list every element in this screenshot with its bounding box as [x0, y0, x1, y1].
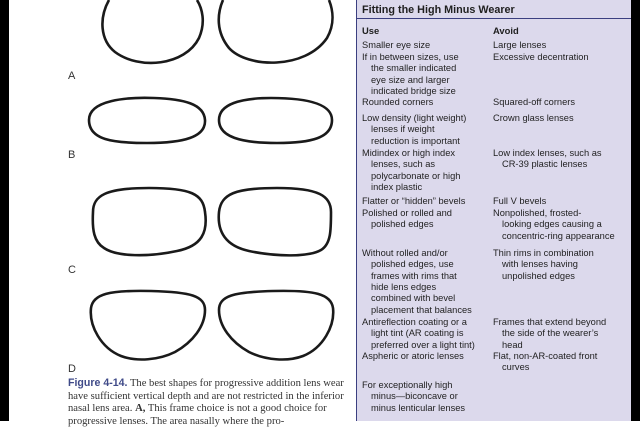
- caption-text: The best shapes for progressive addition lens wear have sufficient vertical depth and are not restricted in the inferior nasal lens area.: [68, 378, 344, 415]
- table-cell-line: Thin rims in combination: [493, 248, 594, 258]
- table-cell-line: Squared-off corners: [493, 97, 575, 107]
- figure-label-d: D: [68, 363, 76, 375]
- table-cell-avoid: [493, 208, 615, 242]
- table-cell-avoid: [493, 148, 602, 171]
- lens-shape-a-right: [219, 0, 333, 63]
- table-cell-line: Nonpolished, frosted-: [493, 208, 582, 218]
- lens-shape-b-left: [89, 98, 205, 143]
- header-use: Use: [362, 25, 380, 36]
- table-cell-line: unpolished edges: [502, 270, 575, 281]
- table-cell-line: Rounded corners: [362, 97, 434, 107]
- table-cell-line: placement that balances: [371, 304, 472, 315]
- table-cell-line: reduction is important: [371, 135, 460, 146]
- table-cell-line: light tint (AR coating is: [371, 328, 464, 339]
- table-cell-line: the side of the wearer’s: [502, 328, 599, 339]
- lens-shape-d-left: [91, 291, 205, 360]
- table-cell-line: For exceptionally high: [362, 380, 453, 390]
- caption-part-label: A,: [135, 403, 146, 415]
- table-cell-use: [362, 196, 465, 207]
- figure-label-b: B: [68, 149, 76, 161]
- table-cell-line: concentric-ring appearance: [502, 230, 615, 241]
- right-black-border: [631, 0, 640, 421]
- table-cell-use: [362, 380, 465, 414]
- table-cell-line: Aspheric or atoric lenses: [362, 351, 464, 361]
- table-cell-line: lenses if weight: [371, 124, 435, 135]
- table-cell-line: indicated bridge size: [371, 86, 456, 97]
- table-cell-line: Flat, non-AR-coated front: [493, 351, 598, 361]
- lens-shape-d-right: [219, 291, 333, 360]
- table-cell-line: preferred over a light tint): [371, 339, 475, 350]
- table-title-bar: [357, 0, 631, 19]
- table-cell-line: Low index lenses, such as: [493, 148, 602, 158]
- table-cell-line: Without rolled and/or: [362, 248, 448, 258]
- table-cell-line: eye size and larger: [371, 74, 450, 85]
- table-title: Fitting the High Minus Wearer: [362, 4, 515, 16]
- table-cell-line: head: [502, 339, 523, 350]
- table-cell-avoid: [493, 317, 606, 351]
- table-cell-use: [362, 52, 459, 97]
- table-cell-line: looking edges causing a: [502, 219, 602, 230]
- table-cell-line: Antireflection coating or a: [362, 317, 467, 327]
- table-cell-avoid: [493, 196, 546, 207]
- header-avoid: Avoid: [493, 25, 519, 36]
- table-cell-line: hide lens edges: [371, 282, 437, 293]
- table-cell-line: Crown glass lenses: [493, 113, 574, 123]
- table-cell-line: minus lenticular lenses: [371, 402, 466, 413]
- table-cell-avoid: [493, 248, 594, 282]
- table-cell-use: [362, 317, 475, 351]
- table-cell-line: Large lenses: [493, 40, 547, 50]
- table-cell-avoid: [493, 351, 597, 374]
- lens-shape-c-right: [219, 188, 331, 255]
- table-cell-avoid: [493, 52, 589, 63]
- lens-shape-a-left: [102, 0, 202, 63]
- table-cell-line: with lenses having: [502, 259, 578, 270]
- table-cell-line: Smaller eye size: [362, 40, 431, 50]
- table-cell-line: polycarbonate or high: [371, 170, 461, 181]
- figure-label-a: A: [68, 70, 76, 82]
- caption-label: Figure 4-14.: [68, 377, 128, 389]
- caption-part-text: This frame choice is not a good choice for progressive lenses. The area nasally where the pro-: [68, 403, 327, 427]
- table-cell-avoid: [493, 40, 546, 51]
- table-cell-line: curves: [502, 362, 530, 373]
- fitting-table-box: [356, 0, 631, 421]
- lens-shapes-figure: [9, 0, 350, 421]
- lens-shape-c-left: [93, 188, 206, 255]
- table-cell-line: Full V bevels: [493, 196, 547, 206]
- table-cell-line: Low density (light weight): [362, 113, 467, 123]
- table-cell-line: Frames that extend beyond: [493, 317, 607, 327]
- table-cell-use: [362, 40, 430, 51]
- table-cell-line: Flatter or “hidden” bevels: [362, 196, 466, 206]
- figure-label-c: C: [68, 264, 76, 276]
- table-cell-line: If in between sizes, use: [362, 52, 459, 62]
- table-cell-use: [362, 248, 472, 316]
- left-black-border: [0, 0, 9, 421]
- table-cell-use: [362, 113, 466, 147]
- table-cell-line: Excessive decentration: [493, 52, 589, 62]
- table-cell-use: [362, 148, 460, 193]
- table-cell-line: Midindex or high index: [362, 148, 456, 158]
- table-cell-line: polished edges: [371, 219, 434, 230]
- table-cell-line: CR-39 plastic lenses: [502, 159, 588, 170]
- table-cell-line: lenses, such as: [371, 159, 436, 170]
- table-cell-line: polished edges, use: [371, 259, 454, 270]
- table-cell-line: index plastic: [371, 182, 423, 193]
- lens-shape-b-right: [219, 98, 332, 143]
- table-cell-use: [362, 351, 464, 362]
- table-cell-avoid: [493, 113, 574, 124]
- table-cell-line: Polished or rolled and: [362, 208, 452, 218]
- table-cell-line: frames with rims that: [371, 270, 457, 281]
- table-cell-line: minus—biconcave or: [371, 391, 458, 402]
- table-cell-use: [362, 208, 452, 231]
- table-cell-avoid: [493, 97, 575, 108]
- table-cell-line: the smaller indicated: [371, 63, 457, 74]
- table-cell-use: [362, 97, 433, 108]
- table-cell-line: combined with bevel: [371, 293, 456, 304]
- figure-caption: [68, 377, 344, 428]
